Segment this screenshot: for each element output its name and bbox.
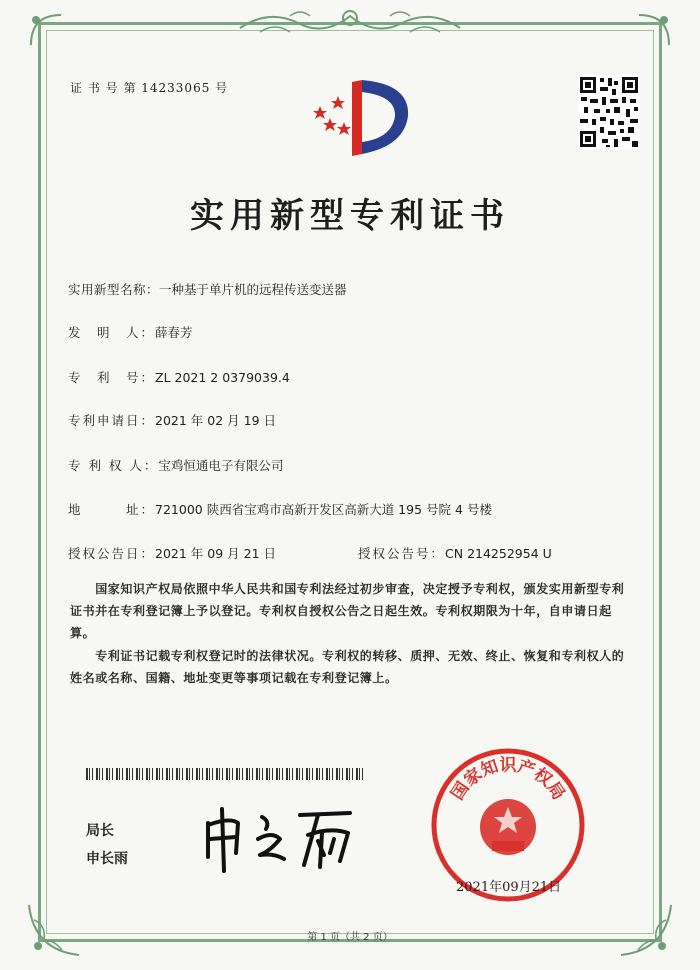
barcode-bar: [266, 768, 268, 780]
barcode-bar: [152, 768, 153, 780]
barcode-bar: [322, 768, 323, 780]
barcode-bar: [242, 768, 243, 780]
barcode-bar: [302, 768, 303, 780]
barcode-bar: [222, 768, 223, 780]
barcode-bar: [142, 768, 143, 780]
corner-ornament-top-left: [26, 10, 66, 50]
field-label: 实用新型名称：: [68, 282, 160, 297]
barcode-bar: [106, 768, 108, 780]
field-grant-date: [68, 544, 276, 562]
barcode-bar: [286, 768, 288, 780]
barcode-bar: [312, 768, 313, 780]
barcode-bar: [96, 768, 98, 780]
barcode-bar: [129, 768, 130, 780]
barcode-bar: [192, 768, 193, 780]
barcode-bar: [319, 768, 320, 780]
barcode-bar: [86, 768, 88, 780]
barcode-bar: [112, 768, 113, 780]
barcode-bar: [316, 768, 318, 780]
barcode-bar: [92, 768, 93, 780]
barcode-bar: [326, 768, 328, 780]
field-inventor: [68, 323, 193, 341]
field-utility-name: [68, 280, 347, 298]
barcode-bar: [126, 768, 128, 780]
barcode-bar: [309, 768, 310, 780]
barcode-bar: [209, 768, 210, 780]
qr-code: [578, 75, 640, 149]
barcode-bar: [296, 768, 298, 780]
barcode-bar: [169, 768, 170, 780]
barcode-bar: [179, 768, 180, 780]
barcode-bar: [249, 768, 250, 780]
corner-ornament-top-right: [634, 10, 674, 50]
barcode-bar: [282, 768, 283, 780]
field-label: 专 利 号：: [68, 370, 156, 385]
barcode-bar: [219, 768, 220, 780]
barcode-bar: [356, 768, 358, 780]
barcode-bar: [226, 768, 228, 780]
field-grant-number: [358, 544, 552, 562]
barcode-bar: [239, 768, 240, 780]
field-label: 授权公告号：: [358, 546, 446, 561]
barcode-bar: [329, 768, 330, 780]
barcode-bar: [156, 768, 158, 780]
cnipa-logo: [300, 74, 420, 160]
barcode-bar: [362, 768, 363, 780]
barcode-bar: [306, 768, 308, 780]
barcode-bar: [216, 768, 218, 780]
field-value: 宝鸡恒通电子有限公司: [158, 458, 284, 473]
field-application-date: [68, 411, 276, 429]
barcode-bar: [276, 768, 278, 780]
barcode-bar: [162, 768, 163, 780]
barcode-bar: [229, 768, 230, 780]
barcode-bar: [236, 768, 238, 780]
paragraph-grant-statement: 国家知识产权局依照中华人民共和国专利法经过初步审查，决定授予专利权，颁发实用新型专利证书并在专利登记簿上予以登记。专利权自授权公告之日起生效。专利权期限为十年，自申请日起算。: [70, 582, 625, 640]
barcode-bar: [146, 768, 148, 780]
barcode-bar: [99, 768, 100, 780]
field-label: 授权公告日：: [68, 546, 156, 561]
barcode-bar: [269, 768, 270, 780]
barcode-bar: [202, 768, 203, 780]
barcode-bar: [136, 768, 138, 780]
page-number: 第 1 页（共 2 页）: [307, 932, 393, 943]
barcode-bar: [339, 768, 340, 780]
barcode-bar: [349, 768, 350, 780]
barcode-bar: [176, 768, 178, 780]
barcode-bar: [189, 768, 190, 780]
barcode-bar: [119, 768, 120, 780]
field-value: CN 214252954 U: [445, 546, 552, 561]
seal-date: 2021年09月21日: [456, 880, 562, 895]
barcode-bar: [299, 768, 300, 780]
field-address: [68, 500, 492, 518]
field-value: 薛春芳: [155, 325, 193, 340]
field-label: 专利申请日：: [68, 413, 156, 428]
barcode-bar: [259, 768, 260, 780]
barcode-bar: [182, 768, 183, 780]
certificate-number: 证 书 号 第 14233065 号: [70, 81, 229, 95]
field-value: 721000 陕西省宝鸡市高新开发区高新大道 195 号院 4 号楼: [155, 502, 492, 517]
barcode-bar: [262, 768, 263, 780]
field-label: 发 明 人：: [68, 325, 156, 340]
barcode-bar: [289, 768, 290, 780]
barcode-bar: [139, 768, 140, 780]
barcode-bar: [256, 768, 258, 780]
barcode-bar: [109, 768, 110, 780]
barcode-bar: [89, 768, 90, 780]
barcode-bar: [212, 768, 213, 780]
field-value: 2021 年 09 月 21 日: [155, 546, 277, 561]
barcode-bar: [132, 768, 133, 780]
barcode-bar: [159, 768, 160, 780]
field-patentee: [68, 456, 283, 474]
barcode-bar: [252, 768, 253, 780]
barcode-bar: [346, 768, 348, 780]
barcode-bar: [352, 768, 353, 780]
field-label: 专 利 权 人：: [68, 458, 159, 473]
barcode-bar: [149, 768, 150, 780]
certificate-title: 实用新型专利证书: [190, 196, 510, 236]
barcode-bar: [196, 768, 198, 780]
field-value: 2021 年 02 月 19 日: [155, 413, 277, 428]
paragraph-legal-status: 专利证书记载专利权登记时的法律状况。专利权的转移、质押、无效、终止、恢复和专利权人的姓名或名称、国籍、地址变更等事项记载在专利登记簿上。: [70, 649, 625, 685]
barcode-bar: [246, 768, 248, 780]
field-label: 地 址：: [68, 502, 156, 517]
barcode-bar: [272, 768, 273, 780]
barcode-bar: [336, 768, 338, 780]
barcode-bar: [102, 768, 103, 780]
handwritten-signature: [200, 795, 360, 875]
barcode-bar: [279, 768, 280, 780]
barcode-bar: [122, 768, 123, 780]
barcode: [86, 768, 366, 780]
seal-text: 国家知识产权局: [447, 755, 569, 804]
barcode-bar: [206, 768, 208, 780]
barcode-bar: [342, 768, 343, 780]
barcode-bar: [332, 768, 333, 780]
barcode-bar: [166, 768, 168, 780]
barcode-bar: [199, 768, 200, 780]
barcode-bar: [292, 768, 293, 780]
field-value: 一种基于单片机的远程传送变送器: [159, 282, 347, 297]
barcode-bar: [232, 768, 233, 780]
director-title: 局长: [86, 823, 114, 839]
barcode-bar: [359, 768, 360, 780]
field-patent-number: [68, 368, 290, 386]
director-name: 申长雨: [86, 851, 128, 867]
barcode-bar: [186, 768, 188, 780]
barcode-bar: [172, 768, 173, 780]
field-value: ZL 2021 2 0379039.4: [155, 370, 290, 385]
barcode-bar: [116, 768, 118, 780]
top-ornament: [230, 6, 470, 40]
